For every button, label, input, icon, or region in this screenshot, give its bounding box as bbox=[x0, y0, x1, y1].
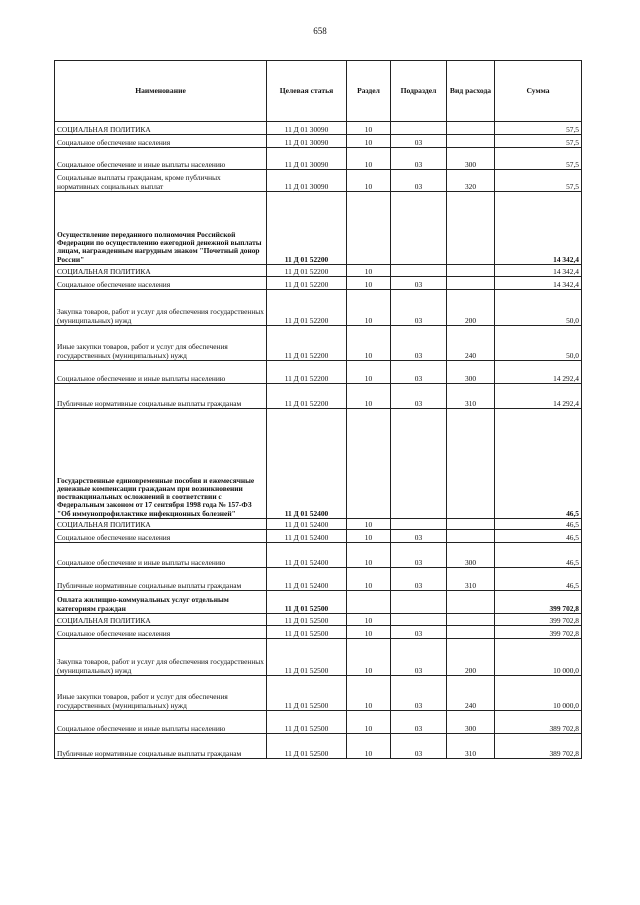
row-article: 11 Д 01 52200 bbox=[267, 290, 347, 326]
row-sum: 10 000,0 bbox=[495, 639, 582, 676]
row-section: 10 bbox=[347, 614, 391, 626]
row-sum: 57,5 bbox=[495, 170, 582, 192]
row-subsection: 03 bbox=[391, 676, 447, 711]
row-expense-type: 200 bbox=[447, 290, 495, 326]
table-row bbox=[55, 265, 582, 277]
row-sum: 46,5 bbox=[495, 530, 582, 543]
row-article: 11 Д 01 52500 bbox=[267, 591, 347, 614]
row-section: 10 bbox=[347, 639, 391, 676]
table-row bbox=[55, 135, 582, 148]
row-subsection: 03 bbox=[391, 543, 447, 568]
row-section bbox=[347, 409, 391, 519]
row-article: 11 Д 01 30090 bbox=[267, 170, 347, 192]
row-article: 11 Д 01 52200 bbox=[267, 277, 347, 290]
row-name: Оплата жилищно-коммунальных услуг отдельным категориям граждан bbox=[55, 591, 267, 614]
row-expense-type: 310 bbox=[447, 734, 495, 759]
header-section: Раздел bbox=[347, 61, 391, 122]
row-sum: 46,5 bbox=[495, 568, 582, 591]
row-section: 10 bbox=[347, 122, 391, 135]
row-section: 10 bbox=[347, 626, 391, 639]
row-name: СОЦИАЛЬНАЯ ПОЛИТИКА bbox=[55, 519, 267, 530]
row-article: 11 Д 01 52400 bbox=[267, 543, 347, 568]
row-sum: 10 000,0 bbox=[495, 676, 582, 711]
row-name: Государственные единовременные пособия и ежемесячные денежные компенсации гражданам при возникновении поствакцинальных осложнений в соответствии с Федеральным законом от 17 сентября 1998 года № 157-ФЗ "Об иммунопрофилактике инфекционных болезней" bbox=[55, 409, 267, 519]
row-section: 10 bbox=[347, 148, 391, 170]
row-name: Иные закупки товаров, работ и услуг для обеспечения государственных (муниципальных) нужд bbox=[55, 326, 267, 361]
row-section: 10 bbox=[347, 277, 391, 290]
row-sum: 389 702,8 bbox=[495, 711, 582, 734]
row-subsection bbox=[391, 591, 447, 614]
row-expense-type: 300 bbox=[447, 543, 495, 568]
row-article: 11 Д 01 52200 bbox=[267, 361, 347, 384]
row-article: 11 Д 01 52200 bbox=[267, 326, 347, 361]
row-sum: 399 702,8 bbox=[495, 591, 582, 614]
table-row bbox=[55, 543, 582, 568]
table-row bbox=[55, 409, 582, 519]
row-section: 10 bbox=[347, 384, 391, 409]
row-subsection bbox=[391, 614, 447, 626]
table-row bbox=[55, 530, 582, 543]
row-expense-type: 310 bbox=[447, 568, 495, 591]
row-section: 10 bbox=[347, 135, 391, 148]
row-expense-type bbox=[447, 614, 495, 626]
row-article: 11 Д 01 52400 bbox=[267, 409, 347, 519]
table-row bbox=[55, 170, 582, 192]
row-article: 11 Д 01 30090 bbox=[267, 122, 347, 135]
row-sum: 399 702,8 bbox=[495, 626, 582, 639]
table-row bbox=[55, 192, 582, 265]
row-article: 11 Д 01 52200 bbox=[267, 384, 347, 409]
header-expense-type: Вид расхода bbox=[447, 61, 495, 122]
row-name: Публичные нормативные социальные выплаты гражданам bbox=[55, 568, 267, 591]
row-article: 11 Д 01 52500 bbox=[267, 614, 347, 626]
row-name: Социальные выплаты гражданам, кроме публичных нормативных социальных выплат bbox=[55, 170, 267, 192]
row-sum: 14 292,4 bbox=[495, 361, 582, 384]
row-expense-type: 300 bbox=[447, 148, 495, 170]
row-subsection: 03 bbox=[391, 148, 447, 170]
row-article: 11 Д 01 52500 bbox=[267, 734, 347, 759]
table-row bbox=[55, 591, 582, 614]
row-sum: 14 342,4 bbox=[495, 192, 582, 265]
row-name: Социальное обеспечение и иные выплаты населению bbox=[55, 711, 267, 734]
row-name: СОЦИАЛЬНАЯ ПОЛИТИКА bbox=[55, 614, 267, 626]
row-name: Публичные нормативные социальные выплаты гражданам bbox=[55, 384, 267, 409]
table-row bbox=[55, 734, 582, 759]
row-expense-type bbox=[447, 409, 495, 519]
row-section: 10 bbox=[347, 676, 391, 711]
row-section bbox=[347, 192, 391, 265]
row-expense-type bbox=[447, 265, 495, 277]
row-article: 11 Д 01 52500 bbox=[267, 711, 347, 734]
row-sum: 50,0 bbox=[495, 326, 582, 361]
row-name: Социальное обеспечение и иные выплаты населению bbox=[55, 543, 267, 568]
row-subsection: 03 bbox=[391, 626, 447, 639]
row-section: 10 bbox=[347, 543, 391, 568]
row-name: СОЦИАЛЬНАЯ ПОЛИТИКА bbox=[55, 265, 267, 277]
row-name: Социальное обеспечение и иные выплаты населению bbox=[55, 148, 267, 170]
row-subsection bbox=[391, 265, 447, 277]
row-expense-type: 310 bbox=[447, 384, 495, 409]
row-sum: 50,0 bbox=[495, 290, 582, 326]
row-name: Социальное обеспечение и иные выплаты населению bbox=[55, 361, 267, 384]
header-subsection: Подраздел bbox=[391, 61, 447, 122]
row-subsection bbox=[391, 122, 447, 135]
row-name: Осуществление переданного полномочия Российской Федерации по осуществлению ежегодной денежной выплаты лицам, награжденным нагрудным знаком "Почетный донор России" bbox=[55, 192, 267, 265]
row-subsection: 03 bbox=[391, 639, 447, 676]
row-section: 10 bbox=[347, 290, 391, 326]
row-article: 11 Д 01 52500 bbox=[267, 639, 347, 676]
row-article: 11 Д 01 52400 bbox=[267, 519, 347, 530]
row-section: 10 bbox=[347, 170, 391, 192]
table-row bbox=[55, 326, 582, 361]
row-name: Социальное обеспечение населения bbox=[55, 530, 267, 543]
row-subsection: 03 bbox=[391, 384, 447, 409]
row-section: 10 bbox=[347, 734, 391, 759]
row-expense-type bbox=[447, 122, 495, 135]
table-row bbox=[55, 277, 582, 290]
row-sum: 57,5 bbox=[495, 148, 582, 170]
row-article: 11 Д 01 30090 bbox=[267, 148, 347, 170]
row-subsection: 03 bbox=[391, 326, 447, 361]
table-row bbox=[55, 148, 582, 170]
row-section: 10 bbox=[347, 326, 391, 361]
row-expense-type: 240 bbox=[447, 326, 495, 361]
row-sum: 399 702,8 bbox=[495, 614, 582, 626]
row-expense-type bbox=[447, 626, 495, 639]
header-name: Наименование bbox=[55, 61, 267, 122]
row-name: Закупка товаров, работ и услуг для обеспечения государственных (муниципальных) нужд bbox=[55, 290, 267, 326]
row-expense-type bbox=[447, 591, 495, 614]
row-subsection bbox=[391, 192, 447, 265]
row-section bbox=[347, 591, 391, 614]
row-expense-type: 300 bbox=[447, 361, 495, 384]
row-section: 10 bbox=[347, 519, 391, 530]
table-row bbox=[55, 122, 582, 135]
budget-table bbox=[54, 60, 582, 759]
row-subsection: 03 bbox=[391, 711, 447, 734]
row-name: Социальное обеспечение населения bbox=[55, 626, 267, 639]
row-sum: 57,5 bbox=[495, 135, 582, 148]
table-row bbox=[55, 711, 582, 734]
row-name: Социальное обеспечение населения bbox=[55, 135, 267, 148]
row-sum: 46,5 bbox=[495, 519, 582, 530]
row-sum: 14 342,4 bbox=[495, 265, 582, 277]
row-article: 11 Д 01 52200 bbox=[267, 265, 347, 277]
row-expense-type: 320 bbox=[447, 170, 495, 192]
row-sum: 46,5 bbox=[495, 543, 582, 568]
row-subsection: 03 bbox=[391, 135, 447, 148]
row-section: 10 bbox=[347, 568, 391, 591]
header-sum: Сумма bbox=[495, 61, 582, 122]
row-sum: 46,5 bbox=[495, 409, 582, 519]
row-section: 10 bbox=[347, 265, 391, 277]
row-name: Публичные нормативные социальные выплаты гражданам bbox=[55, 734, 267, 759]
row-name: СОЦИАЛЬНАЯ ПОЛИТИКА bbox=[55, 122, 267, 135]
row-subsection: 03 bbox=[391, 170, 447, 192]
table-header-row bbox=[55, 61, 582, 122]
row-section: 10 bbox=[347, 711, 391, 734]
row-article: 11 Д 01 52400 bbox=[267, 530, 347, 543]
row-subsection bbox=[391, 519, 447, 530]
table-row bbox=[55, 519, 582, 530]
table-row bbox=[55, 639, 582, 676]
row-expense-type bbox=[447, 519, 495, 530]
row-article: 11 Д 01 52400 bbox=[267, 568, 347, 591]
table-row bbox=[55, 676, 582, 711]
row-section: 10 bbox=[347, 361, 391, 384]
header-article: Целевая статья bbox=[267, 61, 347, 122]
row-sum: 389 702,8 bbox=[495, 734, 582, 759]
row-subsection: 03 bbox=[391, 734, 447, 759]
row-expense-type: 240 bbox=[447, 676, 495, 711]
row-subsection: 03 bbox=[391, 568, 447, 591]
row-expense-type bbox=[447, 135, 495, 148]
row-sum: 14 292,4 bbox=[495, 384, 582, 409]
row-expense-type: 200 bbox=[447, 639, 495, 676]
row-article: 11 Д 01 52500 bbox=[267, 676, 347, 711]
row-expense-type bbox=[447, 530, 495, 543]
row-article: 11 Д 01 52500 bbox=[267, 626, 347, 639]
row-subsection: 03 bbox=[391, 361, 447, 384]
row-article: 11 Д 01 52200 bbox=[267, 192, 347, 265]
row-sum: 57,5 bbox=[495, 122, 582, 135]
row-name: Иные закупки товаров, работ и услуг для обеспечения государственных (муниципальных) нужд bbox=[55, 676, 267, 711]
table-row bbox=[55, 361, 582, 384]
row-expense-type: 300 bbox=[447, 711, 495, 734]
table-row bbox=[55, 290, 582, 326]
row-name: Закупка товаров, работ и услуг для обеспечения государственных (муниципальных) нужд bbox=[55, 639, 267, 676]
table-row bbox=[55, 568, 582, 591]
row-expense-type bbox=[447, 192, 495, 265]
row-subsection: 03 bbox=[391, 290, 447, 326]
row-expense-type bbox=[447, 277, 495, 290]
row-section: 10 bbox=[347, 530, 391, 543]
row-sum: 14 342,4 bbox=[495, 277, 582, 290]
table-row bbox=[55, 614, 582, 626]
row-subsection bbox=[391, 409, 447, 519]
row-subsection: 03 bbox=[391, 277, 447, 290]
row-name: Социальное обеспечение населения bbox=[55, 277, 267, 290]
table-row bbox=[55, 384, 582, 409]
row-article: 11 Д 01 30090 bbox=[267, 135, 347, 148]
page-number: 658 bbox=[313, 26, 327, 36]
row-subsection: 03 bbox=[391, 530, 447, 543]
table-row bbox=[55, 626, 582, 639]
